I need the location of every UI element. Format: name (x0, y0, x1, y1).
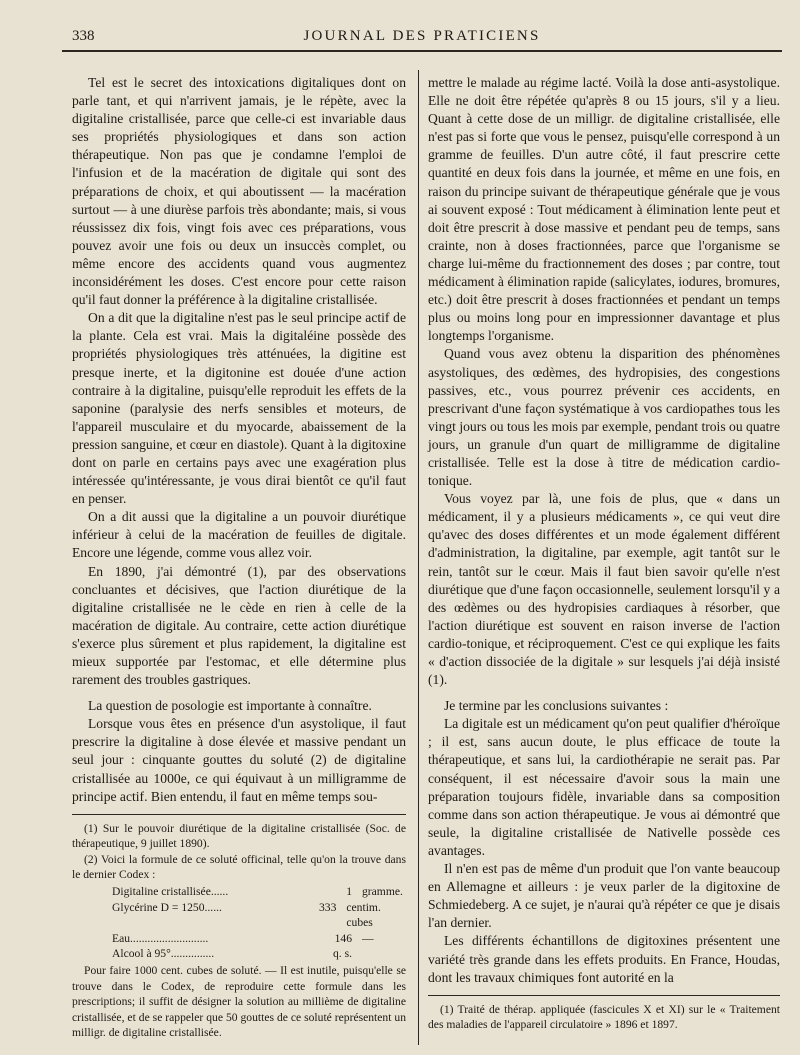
paragraph: Je termine par les conclusions suivantes : (444, 698, 669, 714)
formula-row: Digitaline cristallisée...... 1 gramme. (112, 885, 403, 899)
footnotes (428, 1002, 780, 1033)
page-header (62, 26, 782, 48)
left-column (72, 74, 406, 1040)
footnote-3: Pour faire 1000 cent. cubes de soluté. — Il est inutile, puisqu'elle se trouve dans le Codex, de reproduire cette formule dans les prescriptions; il suffit de désigner la solution au millième de digitaline cristallisée, et de se rappeler que 50 gouttes de ce soluté représentent un milligr. de digitaline cristallisée. (72, 964, 406, 1040)
footnote-1: (1) Traité de thérap. appliquée (fascicules X et XI) sur le « Traitement des maladies de l'appareil circulatoire » 1896 et 1897. (428, 1002, 780, 1032)
paragraph: On a dit que la digitaline n'est pas le seul principe actif de la plante. Cela est vrai. Mais la digitaléine possède des propriétés physiologiques très atténuées, la digitine est presque inerte, et la digitonine est douée d'une action contraire à la digitaline, puisqu'elle reproduit les effets de la saponine (paralysie des nerfs sensibles et moteurs, de l'appareil musculaire et du myocarde, abaissement de la pression sanguine, et cœur en diastole). Quant à la digitoxine dont on parle en certains pays avec une exagération plus intéressée qu'intéressante, je vous dirai bientôt ce qu'il faut en penser. (72, 310, 406, 507)
paragraph: Lorsque vous êtes en présence d'un asystolique, il faut prescrire la digitaline à dose élevée et massive pendant un seul jour : cinquante gouttes du soluté (2) de digitaline cristallisée au 1000e, ce qui équivaut à un milligramme de principe actif. Bien entendu, il faut en même temps sou- (72, 716, 406, 804)
column-divider (418, 70, 419, 1045)
footnotes (72, 821, 406, 1041)
paragraph: Tel est le secret des intoxications digitaliques dont on parle tant, et qui n'arrivent jamais, je le répète, avec la digitaline cristallisée, parce que celle-ci est invariable daus ses propriétés physiologiques et dans son action thérapeutique. Non pas que je condamne l'emploi de l'infusion et de la macération de digitale qui sont des préparations de choix, et qui aboutissent — la macération surtout — à une diurèse parfois très abondante; mais, si vous réussissez dix fois, vingt fois avec ces préparations, vous pouvez avoir une fois ou deux un insuccès complet, ou même encore des accidents quand vous augmentez inconsidérément les doses. C'est encore pour cette raison qu'il faut donner la préférence à la digitaline cristallisée. (72, 75, 406, 308)
paragraph: Quand vous avez obtenu la disparition des phénomènes asystoliques, des œdèmes, des hydropisies, des congestions passives, etc., vous pourrez prévenir ces accidents, en prescrivant d'une façon systématique à vos cardiopathes tous les vingt jours ou tous les mois par exemple, pendant trois ou quatre jours, un granule d'un quart de milligramme de digitaline cristallisée. Telle est la dose à titre de médication cardio-tonique. (428, 346, 780, 489)
running-title: JOURNAL DES PRATICIENS (303, 28, 541, 44)
footnote-rule (72, 814, 406, 815)
footnote-2: (2) Voici la formule de ce soluté officinal, telle qu'on la trouve dans le dernier Codex : (72, 852, 406, 881)
formula-row: Alcool à 95°............... q. s. (112, 947, 352, 960)
paragraph: La question de posologie est importante à connaître. (88, 698, 372, 714)
header-rule (62, 50, 782, 52)
footnote-1: (1) Sur le pouvoir diurétique de la digitaline cristallisée (Soc. de thérapeutique, 9 juillet 1890). (72, 821, 406, 851)
paragraph: mettre le malade au régime lacté. Voilà la dose anti-asystolique. Elle ne doit être répétée qu'après 8 ou 15 jours, s'il y a lieu. Quant à cette dose de un milligr. de digitaline cristallisée, elle n'est pas si forte que vous le pensez, puisqu'elle correspond à un gramme de feuilles. D'un autre côté, il faut prescrire cette quantité en deux fois dans la journée, et même en une fois, en raison du principe suivant de thérapeutique générale que je vous ai souvent exposé : Tout médicament à élimination lente peut et doit être prescrit à dose massive et pendant peu de temps, sans crainte, non à doses fractionnées, parce que l'organisme se charge lui-même du fractionnement des doses ; par contre, tout médicament à élimination rapide (salicylates, iodures, bromures, etc.) doit être prescrit à doses fractionnées et pendant un temps plus ou moins long pour en impressionner davantage et plus longtemps l'organisme. (428, 75, 780, 344)
formula-row: Eau........................... 146 — (112, 931, 374, 945)
paragraph: Les différents échantillons de digitoxines présentent une variété très grande dans les effets produits. En France, Houdas, dont les travaux chimiques font autorité en la (428, 933, 780, 985)
right-column (428, 74, 780, 1033)
paragraph: Il n'en est pas de même d'un produit que l'on vante beaucoup en Allemagne et ailleurs : je veux parler de la digitoxine de Schmiedeberg. A ce sujet, je n'aurai qu'à répéter ce que je disais l'an dernier. (428, 861, 780, 931)
paragraph: Vous voyez par là, une fois de plus, que « dans un médicament, il y a plusieurs médicaments », ce qui veut dire qu'avec des doses différentes et un mode également différent d'administration, la digitaline, par exemple, agit tantôt sur le rein, tantôt sur le cœur. Mais il faut bien savoir qu'elle n'est diurétique que d'une façon occasionnelle, seulement lorsqu'il y a des œdèmes ou des hydropisies cardiaques à résorber, que l'action diurétique est souvent en raison inverse de l'action cardio-tonique, et réciproquement. C'est ce qui explique les faits « d'action dissociée de la digitale » sur lesquels j'ai déjà insisté (1). (428, 491, 780, 688)
footnote-rule (428, 995, 780, 996)
paragraph: En 1890, j'ai démontré (1), par des observations concluantes et décisives, que l'action diurétique de la digitaline cristallisée ne le cède en rien à celle de la macération de digitale. Au contraire, cette action diurétique s'exerce plus sûrement et plus rapidement, la digitaline est mieux supportée par l'estomac, et elle détermine plus rarement des troubles gastriques. (72, 563, 406, 688)
page-number: 338 (72, 28, 95, 44)
paragraph: La digitale est un médicament qu'on peut qualifier d'héroïque ; il est, sans aucun doute, le plus efficace de toute la thérapeutique, et sans lui, la cardiothérapie ne serait pas. Par conséquent, il est nécessaire d'avoir sous la main une préparation toujours fidèle, invariable dans sa composition comme dans son action thérapeutique. Je vous ai démontré que seule, la digitaline cristallisée de Nativelle possède ces avantages. (428, 716, 780, 858)
paragraph: On a dit aussi que la digitaline a un pouvoir diurétique inférieur à celui de la macération de feuilles de digitale. Encore une légende, comme vous allez voir. (72, 509, 406, 561)
formula-row: Glycérine D = 1250...... 333 centim. cubes (112, 900, 381, 930)
codex-formula (112, 884, 406, 961)
